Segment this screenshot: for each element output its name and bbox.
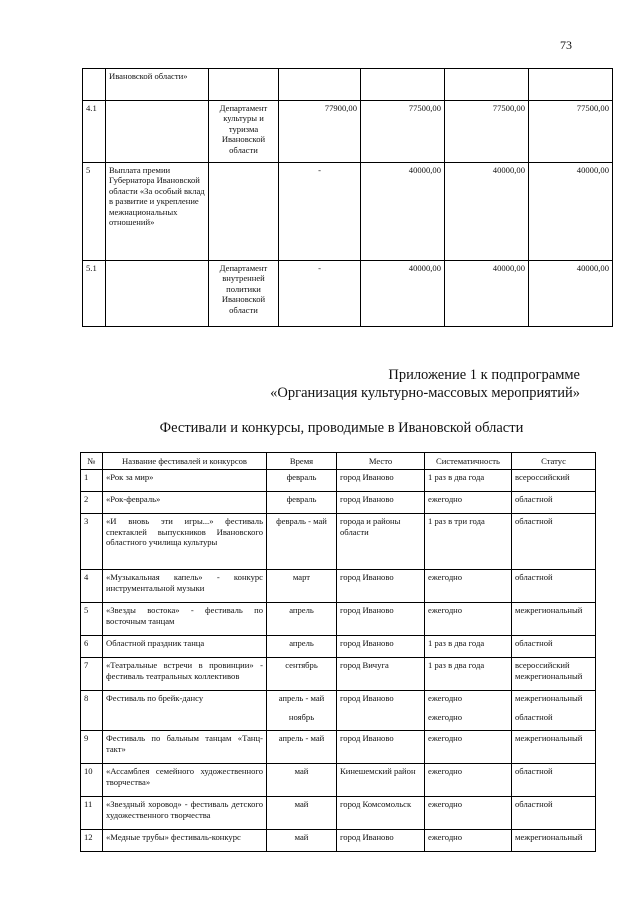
festival-frequency-text: ежегодно <box>428 832 463 843</box>
row-value-3: 77500,00 <box>445 101 529 163</box>
row-number <box>81 691 103 731</box>
festival-status <box>512 636 596 658</box>
row-value-2 <box>361 69 445 101</box>
festival-time <box>267 830 337 852</box>
row-number-text: 8 <box>84 693 89 704</box>
festival-place-text: город Иваново <box>340 494 394 505</box>
festival-time-text: сентябрь <box>285 660 318 671</box>
festival-frequency-text: ежегодно <box>428 733 463 744</box>
table-row <box>81 603 596 636</box>
festival-time-text: май <box>294 766 309 777</box>
table-row <box>81 658 596 691</box>
row-value-4: 40000,00 <box>529 261 613 327</box>
row-value-1 <box>279 69 361 101</box>
row-value-1: - <box>279 261 361 327</box>
festival-time-text: апрель <box>289 638 314 649</box>
table-row <box>83 163 613 261</box>
col-header-frequency: Систематичность <box>425 453 512 470</box>
row-number-text: 2 <box>84 494 89 505</box>
festival-name <box>103 830 267 852</box>
table-row <box>81 797 596 830</box>
row-name <box>106 261 209 327</box>
festival-place <box>337 731 425 764</box>
table-row <box>81 492 596 514</box>
table-header-row <box>81 453 596 470</box>
festival-frequency-text: ежегодно <box>428 605 463 616</box>
row-number <box>83 69 106 101</box>
festival-time <box>267 514 337 570</box>
festival-time <box>267 570 337 603</box>
table-row <box>81 764 596 797</box>
row-number-text: 6 <box>84 638 89 649</box>
festival-status-text: областной <box>515 638 553 649</box>
festival-place-text: город Вичуга <box>340 660 389 671</box>
festival-frequency <box>425 603 512 636</box>
festival-place <box>337 514 425 570</box>
row-number-text: 7 <box>84 660 89 671</box>
festival-time <box>267 797 337 830</box>
row-name <box>106 101 209 163</box>
festival-time-text: апрель <box>289 605 314 616</box>
festival-frequency-text: ежегодно <box>428 572 463 583</box>
festival-place-text: город Иваново <box>340 572 394 583</box>
row-value-4: 77500,00 <box>529 101 613 163</box>
festival-time <box>267 658 337 691</box>
table-row <box>83 261 613 327</box>
festival-frequency <box>425 636 512 658</box>
festival-name-text: «Медные трубы» фестиваль-конкурс <box>106 832 241 843</box>
row-number <box>81 731 103 764</box>
row-name: Выплата премии Губернатора Ивановской области «За особый вклад в развитие и укрепление межнациональных отношений» <box>106 163 209 261</box>
festival-place <box>337 636 425 658</box>
festival-status <box>512 731 596 764</box>
col-header-number: № <box>81 453 103 470</box>
row-number-text: 4 <box>84 572 89 583</box>
row-number-text: 9 <box>84 733 89 744</box>
festival-status <box>512 470 596 492</box>
festival-place <box>337 691 425 731</box>
table-row <box>83 69 613 101</box>
col-header-time: Время <box>267 453 337 470</box>
festival-name <box>103 658 267 691</box>
row-number-text: 3 <box>84 516 89 527</box>
festival-status-text: областной <box>515 516 553 527</box>
festival-time-text: февраль - май <box>276 516 327 527</box>
table-row <box>81 731 596 764</box>
festival-status-text: областной <box>515 766 553 777</box>
festival-frequency <box>425 570 512 603</box>
festival-status <box>512 514 596 570</box>
festival-time <box>267 492 337 514</box>
festival-time-text: март <box>292 572 311 583</box>
festival-status-text: всероссийский <box>515 472 570 483</box>
festival-status-text: межрегиональный <box>515 733 583 744</box>
col-header-name: Название фестивалей и конкурсов <box>103 453 267 470</box>
festival-place-text: город Иваново <box>340 832 394 843</box>
row-value-2: 40000,00 <box>361 163 445 261</box>
festival-frequency <box>425 691 512 731</box>
festivals-table <box>80 452 596 852</box>
row-number: 5.1 <box>83 261 106 327</box>
festival-status <box>512 603 596 636</box>
festival-frequency <box>425 731 512 764</box>
festival-name-text: Областной праздник танца <box>106 638 205 649</box>
festival-frequency <box>425 764 512 797</box>
festivals-title: Фестивали и конкурсы, проводимые в Ивановской области <box>159 420 524 436</box>
festival-place-text: город Иваново <box>340 733 394 744</box>
table-row <box>81 636 596 658</box>
festival-name <box>103 731 267 764</box>
budget-table <box>82 68 613 327</box>
festival-time-text: февраль <box>286 472 317 483</box>
festival-place-text: Кинешемский район <box>340 766 416 777</box>
festival-time-text: май <box>294 832 309 843</box>
festival-frequency-text: ежегодно <box>428 693 463 704</box>
table-row <box>81 830 596 852</box>
row-number <box>81 658 103 691</box>
festival-place-text: город Иваново <box>340 693 394 704</box>
festival-frequency-text: 1 раз в два года <box>428 638 485 649</box>
festival-name-text: «Ассамблея семейного художественного творчества» <box>106 766 263 787</box>
row-number <box>81 470 103 492</box>
festival-frequency <box>425 470 512 492</box>
row-department: Департамент внутренней политики Ивановской области <box>209 261 279 327</box>
festival-time <box>267 691 337 731</box>
row-number-text: 12 <box>84 832 93 843</box>
festival-frequency <box>425 658 512 691</box>
row-number <box>81 514 103 570</box>
festival-place-text: город Комсомольск <box>340 799 412 810</box>
table-row <box>81 691 596 731</box>
row-number <box>81 492 103 514</box>
festival-name <box>103 570 267 603</box>
festival-name <box>103 797 267 830</box>
row-department <box>209 163 279 261</box>
table-row <box>81 470 596 492</box>
festival-time-text: апрель - май <box>278 693 325 704</box>
festival-status-text: областной <box>515 494 553 505</box>
table-row <box>81 570 596 603</box>
festival-status <box>512 830 596 852</box>
row-number-text: 1 <box>84 472 89 483</box>
row-value-2: 40000,00 <box>361 261 445 327</box>
row-number <box>81 830 103 852</box>
row-number: 4.1 <box>83 101 106 163</box>
row-name: Ивановской области» <box>106 69 209 101</box>
festival-place <box>337 470 425 492</box>
festival-status-text: межрегиональный <box>515 605 583 616</box>
festival-name <box>103 514 267 570</box>
festival-name <box>103 492 267 514</box>
festival-place <box>337 658 425 691</box>
festival-status <box>512 658 596 691</box>
row-value-3 <box>445 69 529 101</box>
row-value-4: 40000,00 <box>529 163 613 261</box>
festival-name-text: «Звезды востока» - фестиваль по восточным танцам <box>106 605 263 626</box>
festival-frequency-text: ежегодно <box>428 799 463 810</box>
festival-frequency-text: 1 раз в три года <box>428 516 485 527</box>
festival-place <box>337 570 425 603</box>
festival-status-text: областной <box>515 799 553 810</box>
festival-time <box>267 764 337 797</box>
row-department <box>209 69 279 101</box>
row-number <box>81 636 103 658</box>
festival-time <box>267 470 337 492</box>
festival-frequency-text: ежегодно <box>428 494 463 505</box>
festival-name-text: «Рок за мир» <box>106 472 154 483</box>
festival-status <box>512 797 596 830</box>
row-value-1: - <box>279 163 361 261</box>
festival-place <box>337 492 425 514</box>
festival-name-text: «Музыкальная капель» - конкурс инструментальной музыки <box>106 572 263 593</box>
row-value-1: 77900,00 <box>279 101 361 163</box>
festival-place <box>337 797 425 830</box>
festival-time-text: апрель - май <box>278 733 325 744</box>
row-number: 5 <box>83 163 106 261</box>
festival-place <box>337 764 425 797</box>
row-number <box>81 570 103 603</box>
festival-status <box>512 764 596 797</box>
festival-name <box>103 636 267 658</box>
festival-time <box>267 603 337 636</box>
festival-name <box>103 603 267 636</box>
festival-status <box>512 570 596 603</box>
festival-status-text: межрегиональный <box>515 693 583 704</box>
festival-status-text: областной <box>515 572 553 583</box>
festival-time-text: февраль <box>286 494 317 505</box>
festival-name <box>103 691 267 731</box>
col-header-place: Место <box>337 453 425 470</box>
table-row <box>81 514 596 570</box>
festival-frequency-text: ежегодно <box>428 766 463 777</box>
festival-name-text: «Звездный хоровод» - фестиваль детского художественного творчества <box>106 799 263 820</box>
festival-place-text: города и районы области <box>340 516 401 537</box>
row-number-text: 5 <box>84 605 89 616</box>
festival-name-text: «Рок-февраль» <box>106 494 161 505</box>
page-number: 73 <box>560 38 572 52</box>
festival-place-text: город Иваново <box>340 472 394 483</box>
festival-status <box>512 691 596 731</box>
festival-place-text: город Иваново <box>340 605 394 616</box>
festival-time-text: май <box>294 799 309 810</box>
festival-status <box>512 492 596 514</box>
festival-frequency-second-text: ежегодно <box>428 711 463 722</box>
row-value-2: 77500,00 <box>361 101 445 163</box>
festival-frequency <box>425 830 512 852</box>
row-value-4 <box>529 69 613 101</box>
festival-status-text: всероссийский межрегиональный <box>515 660 583 681</box>
festival-name-text: Фестиваль по брейк-дансу <box>106 693 204 704</box>
festival-frequency-text: 1 раз в два года <box>428 660 485 671</box>
row-department: Департамент культуры и туризма Ивановской области <box>209 101 279 163</box>
row-number <box>81 603 103 636</box>
appendix-heading-line2: «Организация культурно-массовых мероприятий» <box>270 385 580 401</box>
appendix-heading-line1: Приложение 1 к подпрограмме <box>388 367 580 383</box>
festival-frequency-text: 1 раз в два года <box>428 472 485 483</box>
festival-time <box>267 731 337 764</box>
festival-time-second-text: ноябрь <box>288 711 315 722</box>
col-header-status: Статус <box>512 453 596 470</box>
festival-frequency <box>425 492 512 514</box>
row-value-3: 40000,00 <box>445 261 529 327</box>
festival-status-second-text: областной <box>515 711 553 722</box>
festival-frequency <box>425 797 512 830</box>
festival-name-text: «Театральные встречи в провинции» - фестиваль театральных коллективов <box>106 660 263 681</box>
festival-status-text: межрегиональный <box>515 832 583 843</box>
festival-frequency <box>425 514 512 570</box>
row-value-3: 40000,00 <box>445 163 529 261</box>
festival-place <box>337 830 425 852</box>
row-number-text: 10 <box>84 766 93 777</box>
festival-place-text: город Иваново <box>340 638 394 649</box>
row-number-text: 11 <box>84 799 93 810</box>
festival-time <box>267 636 337 658</box>
table-row <box>83 101 613 163</box>
festival-place <box>337 603 425 636</box>
festival-name <box>103 470 267 492</box>
row-number <box>81 764 103 797</box>
festival-name-text: Фестиваль по бальным танцам «Танц-такт» <box>106 733 263 754</box>
row-number <box>81 797 103 830</box>
festival-name <box>103 764 267 797</box>
festival-name-text: «И вновь эти игры...» фестиваль спектаклей выпускников Ивановского областного училища культуры <box>106 516 263 548</box>
